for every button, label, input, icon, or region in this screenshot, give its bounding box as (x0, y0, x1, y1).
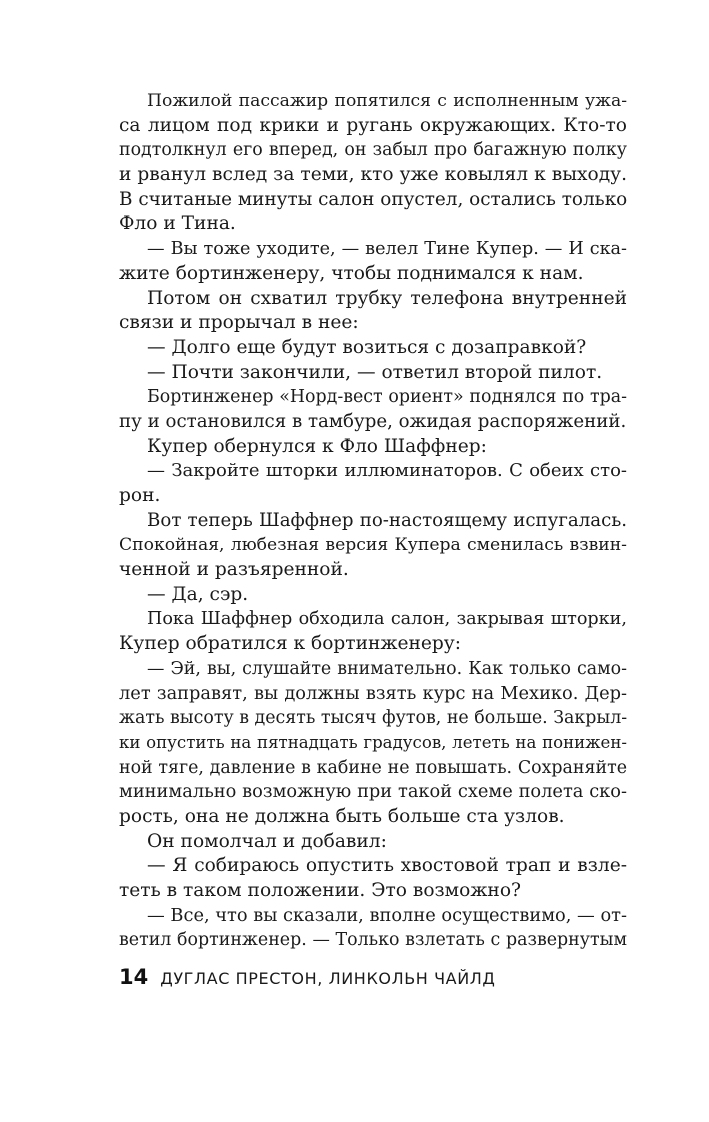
text-line: пу и остановился в тамбуре, ожидая распоряжений. (119, 410, 627, 432)
text-line: Бортинженер «Норд-вест ориент» поднялся по тра- (147, 387, 627, 408)
text-line: — Вы тоже уходите, — велел Тине Купер. — И ска- (147, 239, 627, 260)
running-head-authors: ДУГЛАС ПРЕСТОН, ЛИНКОЛЬН ЧАЙЛД (160, 969, 496, 988)
text-line: Фло и Тина. (119, 213, 236, 235)
text-line: жать высоту в десять тысяч футов, не больше. Закрыл- (119, 708, 628, 729)
text-line: — Почти закончили, — ответил второй пилот. (147, 361, 603, 383)
text-line: ной тяге, давление в кабине не повышать. Сохраняйте (119, 757, 627, 778)
text-line: Купер обернулся к Фло Шаффнер: (147, 435, 487, 457)
text-line: Потом он схватил трубку телефона внутренней (147, 287, 627, 309)
text-line: Купер обратился к бортинженеру: (119, 633, 461, 655)
text-line: подтолкнул его вперед, он забыл про багажную полку (119, 140, 627, 161)
text-line: — Закройте шторки иллюминаторов. С обеих сто- (147, 460, 627, 482)
text-line: — Да, сэр. (147, 583, 249, 605)
text-line: Пожилой пассажир попятился с исполненным ужа- (147, 91, 627, 111)
text-line: лет заправят, вы должны взять курс на Мехико. Дер- (119, 682, 627, 704)
text-line: ветил бортинженер. — Только взлетать с развернутым (119, 930, 627, 951)
text-line: ченной и разъяренной. (119, 559, 349, 581)
text-line: и рванул вслед за теми, кто уже ковылял к выходу. (119, 164, 627, 186)
text-line: Спокойная, любезная версия Купера сменилась взвин- (119, 535, 627, 556)
text-line: Он помолчал и добавил: (147, 830, 387, 852)
text-line: рон. (119, 485, 161, 506)
text-line: минимально возможную при такой схеме полета ско- (119, 781, 627, 803)
text-line: ки опустить на пятнадцать градусов, лететь на понижен- (119, 732, 627, 752)
text-line: — Долго еще будут возиться с дозаправкой? (147, 336, 587, 358)
page-number: 14 (119, 965, 149, 989)
text-line: са лицом под крики и ругань окружающих. Кто-то (119, 114, 627, 136)
text-line: — Эй, вы, слушайте внимательно. Как только само- (147, 658, 627, 679)
text-line: Вот теперь Шаффнер по-настоящему испугалась. (147, 509, 627, 531)
text-line: теть в таком положении. Это возможно? (119, 880, 521, 901)
text-line: — Я собираюсь опустить хвостовой трап и взле- (147, 855, 627, 877)
text-line: Пока Шаффнер обходила салон, закрывая шторки, (147, 609, 627, 630)
page-footer (119, 965, 627, 995)
body-text (119, 89, 627, 953)
text-line: — Все, что вы сказали, вполне осуществимо, — от- (147, 904, 628, 926)
text-line: жите бортинженеру, чтобы поднимался к нам. (119, 262, 584, 284)
text-line: рость, она не должна быть больше ста узлов. (119, 805, 565, 827)
text-line: связи и прорычал в нее: (119, 312, 359, 334)
text-line: В считаные минуты салон опустел, остались только (119, 188, 628, 210)
